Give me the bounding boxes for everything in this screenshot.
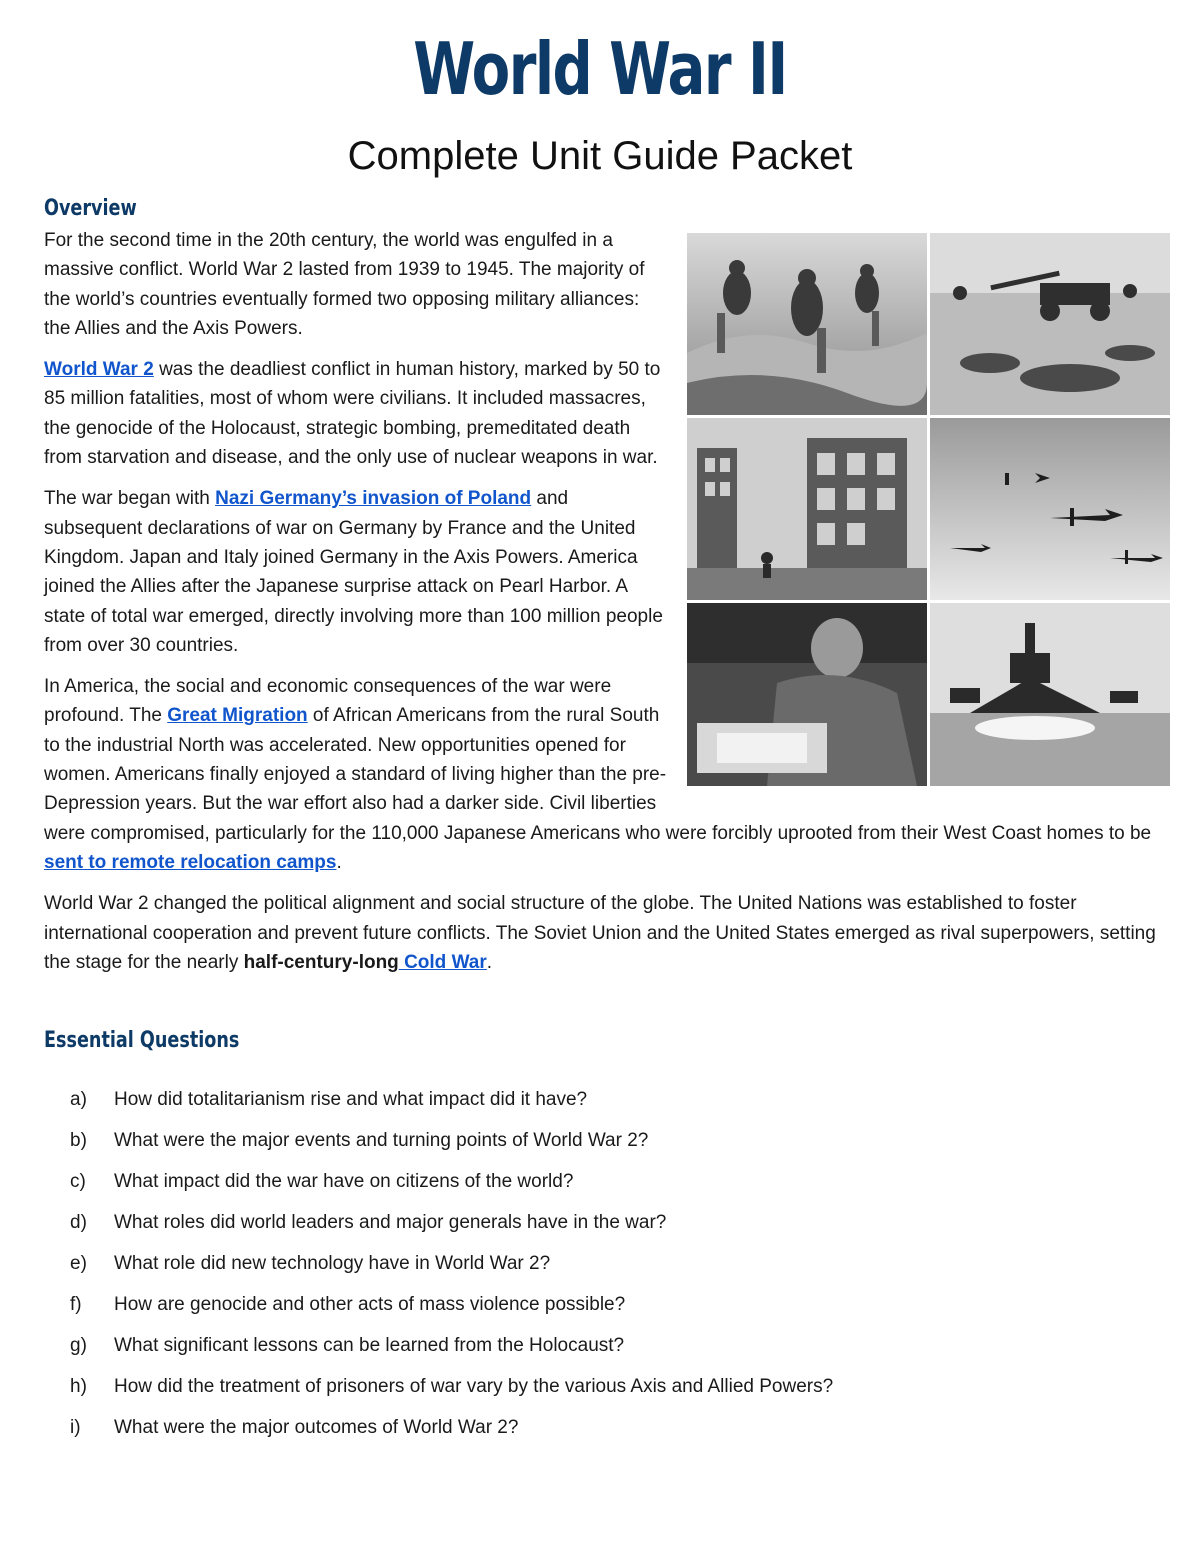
dive-bombers-photo [930,418,1170,600]
overview-paragraph-4: In America, the social and economic consequences of the war were profound. The Great Migration of African Americans from the rural South to the industrial North was accelerated. New opportunities opened for women. Americans finally enjoyed a standard of living higher than the pre-Depression years. But the war effort also had a darker side. Civil liberties were compromised, particularly for the 110,000 Japanese Americans who were forcibly uprooted from their West Coast homes to be sent to remote relocation camps. [44,676,1152,873]
ruined-city-photo [687,418,927,600]
list-item: e) What role did new technology have in World War 2? [70,1253,551,1274]
great-migration-link[interactable]: Great Migration [167,705,308,727]
overview-paragraph-1: For the second time in the 20th century, the world was engulfed in a massive conflict. World War 2 lasted from 1939 to 1945. The majority of the world’s countries eventually formed two opposing military alliances: the Allies and the Axis Powers. [44,230,645,339]
list-item: f) How are genocide and other acts of mass violence possible? [70,1294,626,1315]
essential-questions-list [70,1085,1150,1454]
page-subtitle: Complete Unit Guide Packet [347,134,853,178]
list-item: b) What were the major events and turning points of World War 2? [70,1130,649,1151]
overview-paragraph-5: World War 2 changed the political alignment and social structure of the globe. The United Nations was established to foster international cooperation and prevent future conflicts. The Soviet Union and the United States emerged as rival superpowers, setting the stage for the nearly half-century-long Cold War. [44,893,1156,973]
overview-paragraph-3: The war began with Nazi Germany’s invasion of Poland and subsequent declarations of war on Germany by France and the United Kingdom. Japan and Italy joined Germany in the Axis Powers. America joined the Allies after the Japanese surprise attack on Pearl Harbor. A state of total war emerged, directly involving more than 100 million people from over 30 countries. [44,488,663,656]
list-item: c) What impact did the war have on citizens of the world? [70,1171,574,1192]
list-item: g) What significant lessons can be learned from the Holocaust? [70,1335,625,1356]
page-title: World War II [413,27,787,111]
list-item: h) How did the treatment of prisoners of war vary by the various Axis and Allied Powers? [70,1376,834,1397]
cold-war-link[interactable]: Cold War [398,951,487,973]
list-item: d) What roles did world leaders and major generals have in the war? [70,1212,667,1233]
list-item: a) How did totalitarianism rise and what impact did it have? [70,1089,588,1110]
overview-heading: Overview [44,196,137,221]
overview-section [44,226,1159,989]
relocation-camps-link[interactable]: sent to remote relocation camps [44,851,337,873]
soldiers-charging-photo [687,233,927,415]
artillery-desert-photo [930,233,1170,415]
ww2-photo-collage [687,233,1169,786]
invasion-of-poland-link[interactable]: Nazi Germany’s invasion of Poland [215,488,532,510]
overview-paragraph-2: World War 2 was the deadliest conflict in human history, marked by 50 to 85 million fatalities, most of whom were civilians. It included massacres, the genocide of the Holocaust, strategic bombing, premeditated death from starvation and disease, and the only use of nuclear weapons in war. [44,359,661,469]
surrender-signing-photo [687,603,927,786]
battleship-photo [930,603,1170,786]
essential-questions-heading: Essential Questions [44,1028,240,1053]
list-item: i) What were the major outcomes of World War 2? [70,1417,519,1438]
world-war-2-link[interactable]: World War 2 [44,359,154,381]
